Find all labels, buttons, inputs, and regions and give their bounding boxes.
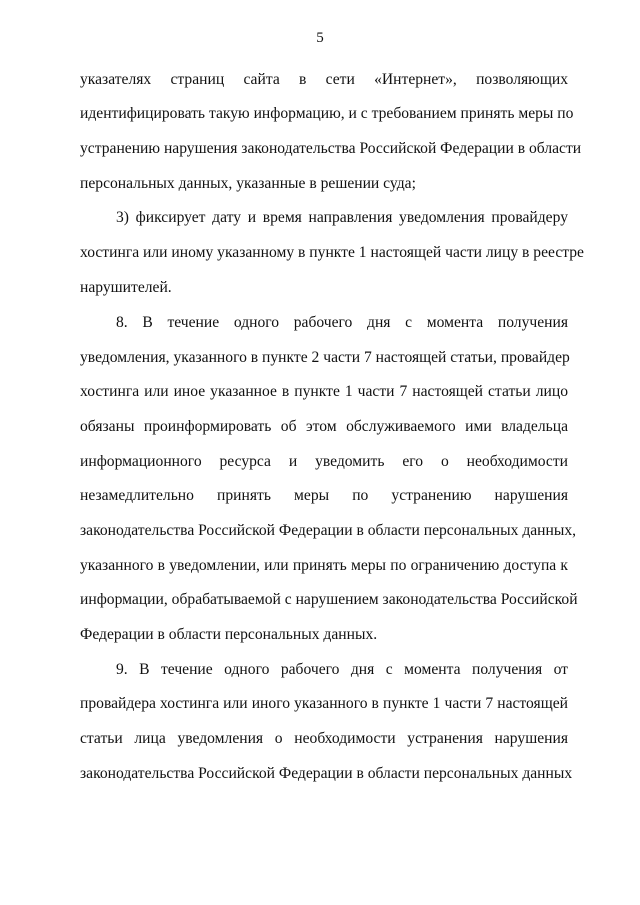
- text-line: законодательства Российской Федерации в области персональных данных: [80, 765, 573, 782]
- text-line: информации, обрабатываемой с нарушением законодательства Российской: [80, 591, 578, 608]
- text-line: хостинга или иное указанное в пункте 1 части 7 настоящей статьи лицо: [80, 383, 568, 400]
- text-line: нарушителей.: [80, 279, 172, 296]
- text-line: 8. В течение одного рабочего дня с момента получения: [116, 314, 568, 331]
- text-line: указателях страниц сайта в сети «Интернет», позволяющих: [80, 71, 568, 88]
- text-line: идентифицировать такую информацию, и с требованием принять меры по: [80, 105, 574, 122]
- text-line: информационного ресурса и уведомить его о необходимости: [80, 453, 568, 470]
- text-line: законодательства Российской Федерации в области персональных данных,: [80, 522, 577, 539]
- text-line: провайдера хостинга или иного указанного в пункте 1 части 7 настоящей: [80, 695, 568, 712]
- text-line: 9. В течение одного рабочего дня с момента получения от: [116, 661, 568, 678]
- text-line: хостинга или иному указанному в пункте 1 настоящей части лицу в реестре: [80, 244, 584, 261]
- page-number: 5: [316, 30, 324, 46]
- text-line: незамедлительно принять меры по устранению нарушения: [80, 487, 568, 504]
- text-line: уведомления, указанного в пункте 2 части 7 настоящей статьи, провайдер: [80, 349, 570, 366]
- text-line: статьи лица уведомления о необходимости устранения нарушения: [80, 730, 568, 747]
- text-line: персональных данных, указанные в решении суда;: [80, 175, 416, 192]
- text-line: обязаны проинформировать об этом обслуживаемого ими владельца: [80, 418, 568, 435]
- text-line: Федерации в области персональных данных.: [80, 626, 378, 643]
- text-line: 3) фиксирует дату и время направления уведомления провайдеру: [116, 209, 568, 226]
- text-line: указанного в уведомлении, или принять меры по ограничению доступа к: [80, 557, 568, 574]
- text-line: устранению нарушения законодательства Российской Федерации в области: [80, 140, 582, 157]
